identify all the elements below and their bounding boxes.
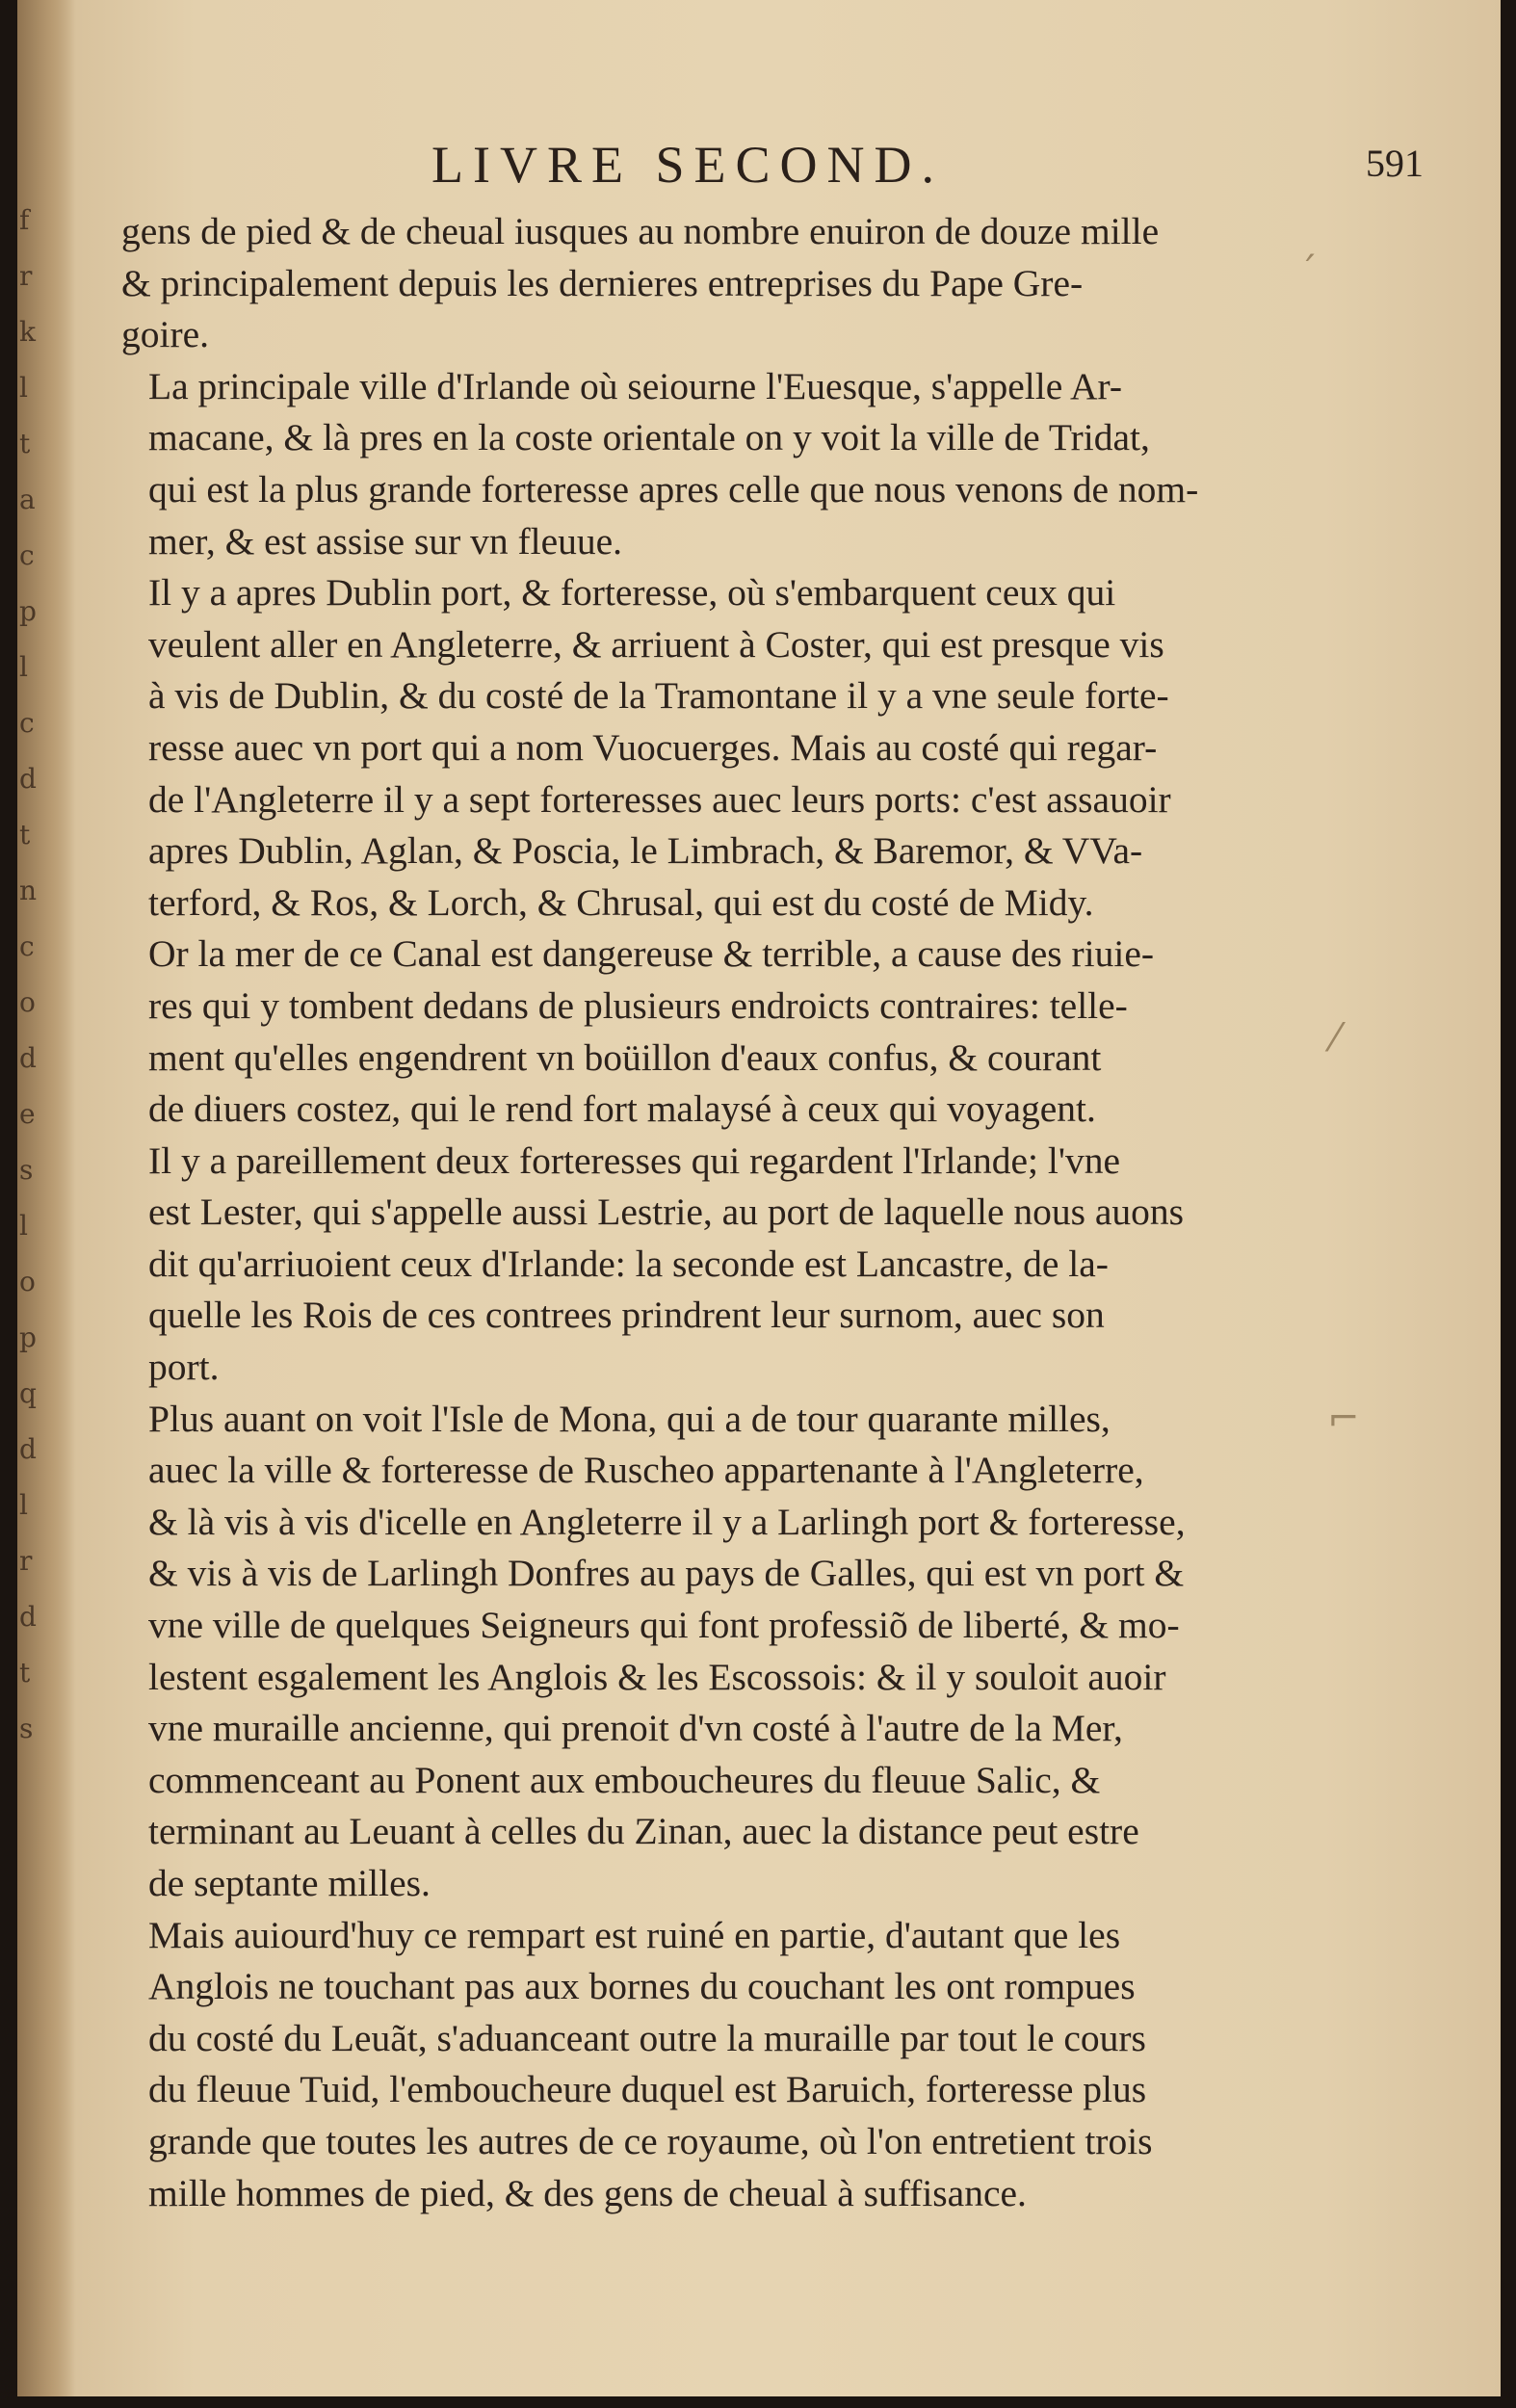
text-line: de septante milles. xyxy=(148,1862,431,1904)
margin-tick: ⌐ xyxy=(1327,1397,1360,1441)
text-line: port. xyxy=(148,1346,220,1389)
text-line: quelle les Rois de ces contrees prindrent leur surnom, auec son xyxy=(148,1294,1105,1337)
paragraph-2 xyxy=(121,361,1285,567)
page-header xyxy=(114,135,1424,202)
text-line: veulent aller en Angleterre, & arriuent à Coster, qui est presque vis xyxy=(148,622,1164,666)
text-line: resse auec vn port qui a nom Vuocuerges. Mais au costé qui regar- xyxy=(148,725,1158,769)
facing-page-fragments: f r k l t a c p l c d t n c o d e s l o p q d l r d t s xyxy=(19,204,38,1744)
body-text xyxy=(121,206,1285,2219)
text-line: du fleuue Tuid, l'emboucheure duquel est Baruich, forteresse plus xyxy=(148,2068,1147,2111)
facing-page-edge xyxy=(17,0,75,2396)
text-line: terminant au Leuant à celles du Zinan, auec la distance peut estre xyxy=(148,1810,1139,1853)
text-line: Anglois ne touchant pas aux bornes du couchant les ont rompues xyxy=(148,1965,1136,2008)
text-line: & principalement depuis les dernieres entreprises du Pape Gre- xyxy=(121,261,1084,304)
text-line: Or la mer de ce Canal est dangereuse & terrible, a cause des riuie- xyxy=(148,932,1155,976)
text-line: mer, & est assise sur vn fleuue. xyxy=(148,519,623,563)
text-line: auec la ville & forteresse de Ruscheo appartenante à l'Angleterre, xyxy=(148,1449,1144,1492)
text-line: vne ville de quelques Seigneurs qui font professiõ de liberté, & mo- xyxy=(148,1604,1180,1647)
text-line: terford, & Ros, & Lorch, & Chrusal, qui est du costé de Midy. xyxy=(148,880,1094,924)
paragraph-3 xyxy=(121,567,1285,929)
text-line: du costé du Leuãt, s'aduanceant outre la muraille par tout le cours xyxy=(148,2016,1146,2059)
text-line: Mais auiourd'huy ce rempart est ruiné en partie, d'autant que les xyxy=(148,1913,1121,1956)
text-line: vne muraille ancienne, qui prenoit d'vn costé à l'autre de la Mer, xyxy=(148,1707,1123,1750)
text-line: & vis à vis de Larlingh Donfres au pays de Galles, qui est vn port & xyxy=(148,1552,1185,1595)
text-line: à vis de Dublin, & du costé de la Tramontane il y a vne seule forte- xyxy=(148,674,1169,718)
text-line: Il y a apres Dublin port, & forteresse, où s'embarquent ceux qui xyxy=(148,571,1116,615)
paragraph-4 xyxy=(121,929,1285,1135)
text-line: commenceant au Ponent aux emboucheures du fleuue Salic, & xyxy=(148,1758,1101,1801)
text-line: apres Dublin, Aglan, & Poscia, le Limbrach, & Baremor, & VVa- xyxy=(148,829,1143,873)
text-line: dit qu'arriuoient ceux d'Irlande: la seconde est Lancastre, de la- xyxy=(148,1242,1109,1285)
running-head: LIVRE SECOND. xyxy=(431,136,944,194)
text-line: goire. xyxy=(121,313,210,356)
text-line: res qui y tombent dedans de plusieurs endroicts contraires: telle- xyxy=(148,983,1128,1027)
paragraph-1 xyxy=(121,206,1285,361)
paragraph-6 xyxy=(121,1394,1285,1910)
text-line: Plus auant on voit l'Isle de Mona, qui a de tour quarante milles, xyxy=(148,1397,1111,1440)
text-line: La principale ville d'Irlande où seiourne l'Euesque, s'appelle Ar- xyxy=(148,364,1122,407)
paragraph-5 xyxy=(121,1136,1285,1394)
text-line: de l'Angleterre il y a sept forteresses auec leurs ports: c'est assauoir xyxy=(148,777,1171,821)
paragraph-7 xyxy=(121,1910,1285,2220)
text-line: mille hommes de pied, & des gens de cheual à suffisance. xyxy=(148,2171,1027,2214)
text-line: lestent esgalement les Anglois & les Escossois: & il y souloit auoir xyxy=(148,1655,1166,1698)
book-page xyxy=(17,0,1501,2396)
text-line: ment qu'elles engendrent vn boüillon d'eaux confus, & courant xyxy=(148,1035,1102,1079)
text-line: & là vis à vis d'icelle en Angleterre il y a Larlingh port & forteresse, xyxy=(148,1500,1186,1543)
text-line: Il y a pareillement deux forteresses qui regardent l'Irlande; l'vne xyxy=(148,1139,1121,1182)
page-number: 591 xyxy=(1366,142,1424,185)
text-line: grande que toutes les autres de ce royaume, où l'on entretient trois xyxy=(148,2119,1153,2162)
text-line: macane, & là pres en la coste orientale on y voit la ville de Tridat, xyxy=(148,416,1150,459)
text-line: qui est la plus grande forteresse apres celle que nous venons de nom- xyxy=(148,467,1199,510)
text-line: est Lester, qui s'appelle aussi Lestrie, au port de laquelle nous auons xyxy=(148,1191,1185,1234)
margin-tick: ⁄ xyxy=(1332,1016,1339,1060)
text-line: gens de pied & de cheual iusques au nombre enuiron de douze mille xyxy=(121,210,1160,252)
margin-tick: ´ xyxy=(1298,250,1318,295)
text-line: de diuers costez, qui le rend fort malaysé à ceux qui voyagent. xyxy=(148,1087,1096,1131)
